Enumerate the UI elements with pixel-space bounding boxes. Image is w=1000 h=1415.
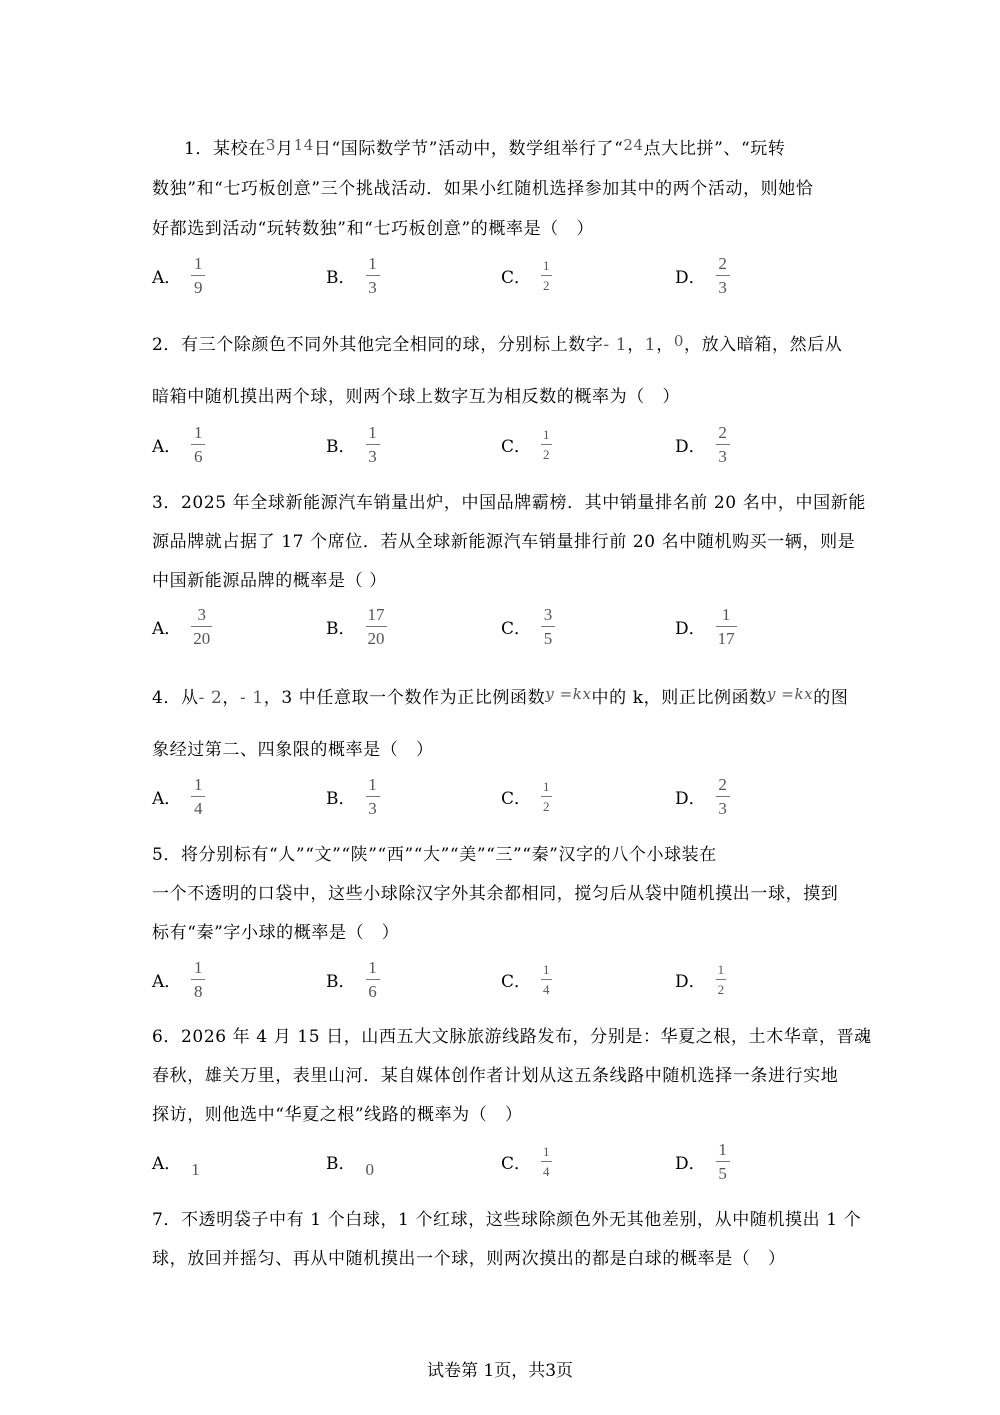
fraction-denominator: 5	[718, 1163, 727, 1183]
option-b	[326, 601, 387, 651]
fraction	[191, 776, 205, 817]
fraction	[191, 255, 205, 296]
option-label: C．	[501, 788, 532, 809]
fraction-numerator: 1	[194, 253, 203, 273]
fraction-numerator: 3	[543, 604, 553, 624]
q1-options	[152, 250, 872, 300]
fraction-numerator: 2	[718, 253, 727, 273]
separator: ，	[656, 335, 674, 355]
fraction-numerator: 1	[718, 1139, 727, 1159]
fraction	[191, 424, 205, 465]
option-label: C．	[501, 267, 532, 288]
option-b	[326, 250, 380, 300]
q1-text: 点大比拼”、“玩转	[643, 139, 786, 159]
q4-number-neg2: - 2	[198, 688, 223, 708]
q4-options	[152, 771, 872, 821]
fraction-denominator: 2	[543, 798, 550, 814]
q2-line-1	[152, 330, 842, 355]
fraction	[191, 959, 205, 1000]
q5-line-2: 一个不透明的口袋中，这些小球除汉字外其余都相同，搅匀后从袋中随机摸出一球，摸到	[152, 884, 839, 904]
option-a	[152, 1136, 200, 1186]
option-value: 0	[365, 1160, 374, 1179]
option-a	[152, 419, 205, 469]
option-label: B．	[326, 971, 356, 992]
fraction-numerator: 1	[368, 774, 377, 794]
fraction-denominator: 3	[368, 798, 377, 818]
fraction-denominator: 20	[367, 628, 385, 648]
q3-line-2: 源品牌就占据了 17 个席位．若从全球新能源汽车销量排行前 20 名中随机购买一辆，则是	[152, 532, 856, 552]
option-a	[152, 954, 205, 1004]
option-label: B．	[326, 436, 356, 457]
fraction-numerator: 1	[543, 426, 550, 442]
option-b	[326, 954, 380, 1004]
fraction	[716, 963, 727, 996]
fraction	[541, 780, 552, 813]
fraction-denominator: 3	[718, 446, 727, 466]
option-c	[501, 419, 552, 469]
fraction	[541, 606, 555, 647]
fraction-numerator: 1	[717, 961, 725, 977]
option-label: D．	[675, 436, 706, 457]
q5-options	[152, 954, 872, 1004]
q1-text: 月	[275, 139, 294, 159]
option-c	[501, 954, 552, 1004]
option-d	[675, 954, 726, 1004]
fraction-numerator: 1	[543, 257, 550, 273]
fraction-numerator: 2	[718, 422, 727, 442]
option-b	[326, 1136, 374, 1186]
fraction-denominator: 3	[368, 446, 377, 466]
q4-number-neg1: - 1	[240, 688, 264, 708]
option-value: 1	[191, 1160, 200, 1179]
option-c	[501, 601, 555, 651]
option-d	[675, 771, 730, 821]
fraction	[366, 959, 380, 1000]
q3-line-3: 中国新能源品牌的概率是（ ）	[152, 571, 387, 591]
option-label: D．	[675, 788, 706, 809]
q1-number: 24	[623, 136, 644, 154]
option-a	[152, 250, 205, 300]
q2-line-2: 暗箱中随机摸出两个球，则两个球上数字互为相反数的概率为（ ）	[152, 387, 680, 407]
option-b	[326, 771, 380, 821]
separator: ，	[222, 688, 240, 708]
option-label: A．	[152, 618, 182, 639]
option-label: C．	[501, 618, 532, 639]
fraction-numerator: 3	[197, 604, 207, 624]
option-d	[675, 419, 730, 469]
fraction-denominator: 3	[718, 798, 727, 818]
q1-day: 14	[293, 136, 314, 154]
option-d	[675, 250, 730, 300]
fraction	[366, 255, 380, 296]
fraction-denominator: 9	[194, 277, 203, 297]
fraction-numerator: 1	[368, 253, 377, 273]
fraction	[716, 606, 737, 647]
option-d	[675, 601, 737, 651]
fraction	[541, 428, 552, 461]
fraction-numerator: 1	[368, 957, 377, 977]
separator: ，	[627, 335, 645, 355]
fraction-denominator: 2	[543, 446, 550, 462]
fraction	[191, 606, 212, 647]
option-c	[501, 1136, 552, 1186]
option-a	[152, 771, 205, 821]
q1-text: 日“国际数学节”活动中，数学组举行了“	[313, 139, 624, 159]
q5-line-1: 5．将分别标有“人”“文”“陕”“西”“大”“美”“三”“秦”汉字的八个小球装在	[152, 845, 717, 865]
option-label: B．	[326, 788, 356, 809]
q7-line-1: 7．不透明袋子中有 1 个白球，1 个红球，这些球除颜色外无其他差别，从中随机摸出 1 个	[152, 1210, 862, 1230]
q1-line-2: 数独”和“七巧板创意”三个挑战活动．如果小红随机选择参加其中的两个活动，则她恰	[152, 179, 814, 199]
option-label: B．	[326, 1153, 356, 1174]
q6-line-1: 6．2026 年 4 月 15 日，山西五大文脉旅游线路发布，分别是：华夏之根，土木华章，晋魂	[152, 1027, 872, 1047]
q1-month: 3	[265, 136, 276, 154]
fraction	[541, 259, 552, 292]
fraction-denominator: 3	[718, 277, 727, 297]
option-label: D．	[675, 618, 706, 639]
q6-line-3: 探访，则他选中“华夏之根”线路的概率为（ ）	[152, 1105, 523, 1125]
fraction	[541, 963, 552, 996]
q4-line-1	[152, 683, 848, 708]
option-label: D．	[675, 971, 706, 992]
fraction-denominator: 4	[194, 798, 203, 818]
fraction-numerator: 1	[543, 961, 550, 977]
fraction	[366, 606, 387, 647]
option-label: C．	[501, 436, 532, 457]
q4-text: 中的 k，则正比例函数	[591, 688, 767, 708]
q4-text: ，3 中任意取一个数作为正比例函数	[263, 688, 546, 708]
fraction-denominator: 17	[717, 628, 735, 648]
option-label: D．	[675, 1153, 706, 1174]
fraction-numerator: 1	[543, 778, 550, 794]
fraction-denominator: 2	[717, 981, 725, 997]
fraction-denominator: 20	[193, 628, 211, 648]
fraction	[366, 776, 380, 817]
q6-options	[152, 1136, 872, 1186]
fraction-denominator: 6	[368, 981, 377, 1001]
option-label: A．	[152, 267, 182, 288]
q4-text: 的图	[813, 688, 849, 708]
option-label: B．	[326, 267, 356, 288]
q2-number-0: 0	[673, 332, 684, 350]
q2-number-neg1: - 1	[603, 335, 628, 355]
fraction-denominator: 5	[543, 628, 553, 648]
fraction-numerator: 1	[368, 422, 377, 442]
q1-text: 1．某校在	[184, 139, 266, 159]
fraction-denominator: 2	[543, 277, 550, 293]
q3-line-1: 3．2025 年全球新能源汽车销量出炉，中国品牌霸榜．其中销量排名前 20 名中，中国新能	[152, 493, 866, 513]
option-label: C．	[501, 971, 532, 992]
fraction-denominator: 6	[194, 446, 203, 466]
q4-text: 4．从	[152, 688, 199, 708]
fraction-numerator: 2	[718, 774, 727, 794]
fraction	[716, 255, 730, 296]
option-b	[326, 419, 380, 469]
option-d	[675, 1136, 730, 1186]
page-footer: 试卷第 1页，共3页	[426, 1361, 574, 1381]
fraction-numerator: 17	[367, 604, 385, 624]
fraction	[716, 424, 730, 465]
q6-line-2: 春秋，雄关万里，表里山河．某自媒体创作者计划从这五条线路中随机选择一条进行实地	[152, 1066, 839, 1086]
fraction-numerator: 1	[194, 957, 203, 977]
option-a	[152, 601, 212, 651]
fraction	[541, 1145, 552, 1178]
fraction-numerator: 1	[194, 422, 203, 442]
option-label: B．	[326, 618, 356, 639]
q4-formula: y =kx	[766, 685, 814, 703]
q2-text: ，放入暗箱，然后从	[683, 335, 843, 355]
option-label: A．	[152, 971, 182, 992]
q2-text: 2．有三个除颜色不同外其他完全相同的球，分别标上数字	[152, 335, 604, 355]
option-label: A．	[152, 788, 182, 809]
fraction-denominator: 4	[543, 1163, 550, 1179]
option-label: A．	[152, 436, 182, 457]
option-c	[501, 250, 552, 300]
q7-line-2: 球，放回并摇匀、再从中随机摸出一个球，则两次摸出的都是白球的概率是（ ）	[152, 1249, 786, 1269]
q1-line-1	[184, 134, 785, 159]
fraction-denominator: 4	[543, 981, 550, 997]
option-label: D．	[675, 267, 706, 288]
fraction	[716, 1141, 730, 1182]
q4-line-2: 象经过第二、四象限的概率是（ ）	[152, 740, 434, 760]
fraction-denominator: 3	[368, 277, 377, 297]
option-c	[501, 771, 552, 821]
q3-options	[152, 601, 872, 651]
fraction-denominator: 8	[194, 981, 203, 1001]
option-label: A．	[152, 1153, 182, 1174]
q2-number-1: 1	[644, 335, 657, 355]
q5-line-3: 标有“秦”字小球的概率是（ ）	[152, 923, 400, 943]
fraction-numerator: 1	[194, 774, 203, 794]
fraction	[716, 776, 730, 817]
q2-options	[152, 419, 872, 469]
q1-line-3: 好都选到活动“玩转数独”和“七巧板创意”的概率是（ ）	[152, 219, 594, 239]
fraction-numerator: 1	[721, 604, 731, 624]
q4-formula: y =kx	[545, 685, 592, 703]
option-label: C．	[501, 1153, 532, 1174]
fraction	[366, 424, 380, 465]
fraction-numerator: 1	[543, 1143, 550, 1159]
